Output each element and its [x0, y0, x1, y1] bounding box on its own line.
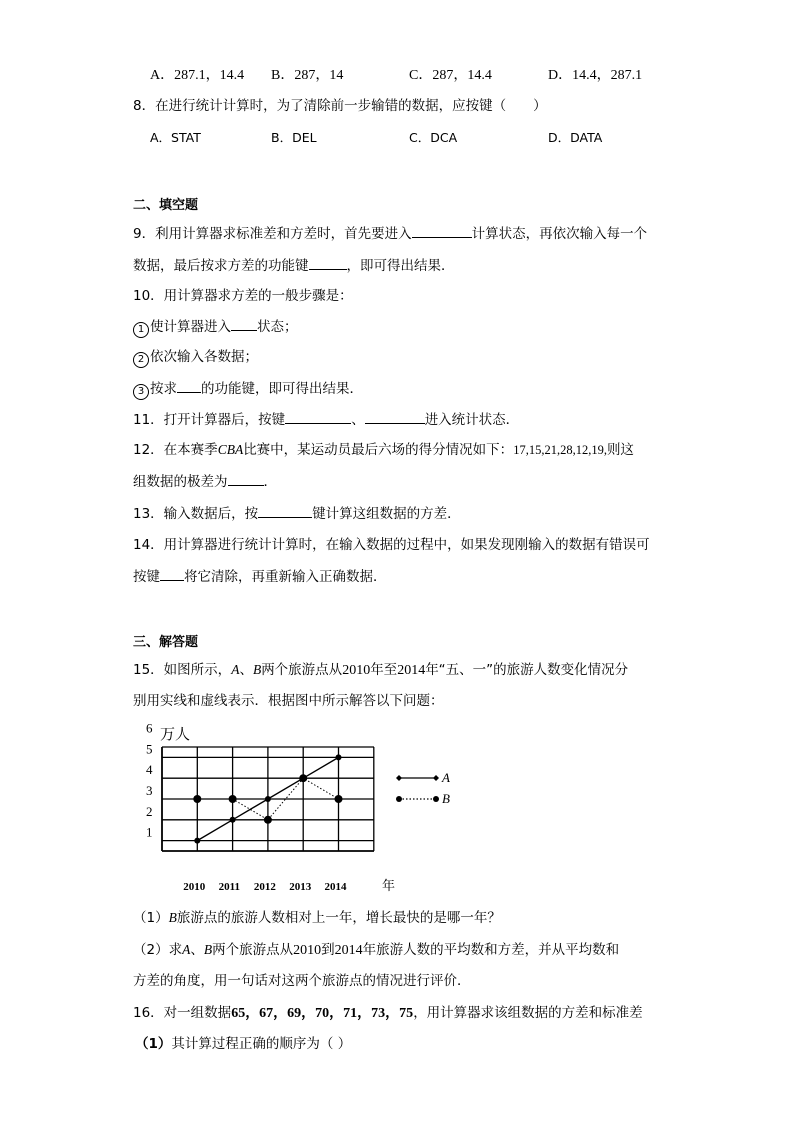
data-point-B	[335, 795, 343, 803]
data-point-A	[265, 796, 271, 802]
data-point-A	[336, 754, 342, 760]
q15-line1	[133, 660, 628, 681]
q8-option-a: A．STAT	[150, 130, 201, 145]
step-number-2: 2	[133, 352, 149, 368]
q12-text: 12．在本赛季	[133, 442, 218, 458]
answer-blank	[258, 503, 312, 518]
q16-text: （1）	[135, 1036, 172, 1052]
answer-blank	[228, 471, 264, 486]
data-point-B	[229, 795, 237, 803]
q8-option-b: B．DEL	[271, 130, 317, 145]
q15-text: 年旅游人数的平均数和方差，并从平均数和	[362, 942, 620, 958]
q15-year: 2010	[293, 943, 322, 958]
legend-marker-A	[396, 775, 402, 781]
q15-text: （1）	[133, 910, 169, 926]
q15-text: 到	[321, 942, 335, 958]
q10-text: 的功能键，即可得出结果．	[201, 381, 363, 397]
chart-legend	[396, 770, 450, 806]
q16-stem	[133, 1003, 643, 1024]
q15-text: 年至	[370, 662, 398, 678]
q7-option-d: D．14.4，287.1	[548, 68, 643, 83]
x-tick-label: 2012	[253, 881, 276, 893]
q15-year: 2014	[397, 663, 426, 678]
q10-text: 使计算器进入	[150, 319, 231, 335]
q12-text: 比赛中，某运动员最后六场的得分情况如下：	[243, 442, 514, 458]
q15-var-a: A	[231, 662, 240, 677]
q15-sub2-line2: 方差的角度，用一句话对这两个旅游点的情况进行评价．	[133, 973, 471, 989]
q10-step1	[133, 316, 298, 338]
q9-text: ，即可得出结果．	[346, 258, 455, 274]
q14-text: 按键	[133, 569, 160, 585]
q12-text: 则这	[606, 442, 634, 458]
q12-text: ．	[263, 474, 277, 490]
tourism-line-chart	[120, 718, 480, 898]
answer-blank	[160, 566, 184, 581]
legend-marker-B	[396, 796, 402, 802]
q15-text: 两个旅游点从	[261, 662, 343, 678]
x-axis-label: 年	[382, 879, 396, 894]
y-tick-label: 4	[146, 762, 153, 778]
q15-line2: 别用实线和虚线表示．根据图中所示解答以下问题：	[133, 693, 444, 709]
step-number-1: 1	[133, 322, 149, 338]
y-tick-label: 2	[146, 803, 153, 819]
q13	[133, 503, 461, 524]
q7-option-c: C．287，14.4	[409, 68, 492, 83]
y-tick-labels	[146, 721, 153, 840]
q15-text: 、	[190, 942, 204, 958]
step-number-3: 3	[133, 384, 149, 400]
q11	[133, 409, 519, 430]
q11-text: 、	[351, 412, 365, 428]
legend-label-B: B	[442, 791, 450, 806]
q16-text: 16．对一组数据	[133, 1005, 232, 1021]
section-fill-in-title: 二、填空题	[133, 198, 199, 213]
q13-text: 键计算这组数据的方差．	[312, 506, 461, 522]
q9-text: 数据，最后按求方差的功能键	[133, 258, 309, 274]
q15-year: 2010	[342, 663, 371, 678]
q10-text: 按求	[150, 381, 177, 397]
legend-marker-B	[433, 796, 439, 802]
q9-line1	[133, 223, 647, 244]
y-tick-label: 5	[146, 741, 153, 757]
answer-blank	[309, 255, 347, 270]
q8-option-c: C．DCA	[409, 130, 458, 145]
x-tick-label: 2014	[324, 881, 347, 893]
legend-marker-A	[433, 775, 439, 781]
data-point-B	[193, 795, 201, 803]
q10-step2	[133, 347, 258, 368]
y-tick-label: 1	[146, 824, 153, 840]
q7-option-b: B．287，14	[271, 68, 344, 83]
y-tick-label: 6	[146, 720, 153, 736]
answer-blank	[365, 409, 425, 424]
q15-year: 2014	[334, 943, 363, 958]
q15-text: 旅游点的旅游人数相对上一年，增长最快的是哪一年？	[176, 910, 501, 926]
y-axis-label: 万人	[160, 725, 191, 743]
q16-sub1	[135, 1034, 351, 1054]
q15-var-a: A	[182, 942, 191, 957]
q15-sub1	[133, 908, 501, 928]
q14-line1: 14．用计算器进行统计计算时，在输入数据的过程中，如果发现刚输入的数据有错误可	[133, 537, 650, 553]
answer-blank	[231, 316, 257, 331]
q14-line2	[133, 566, 387, 587]
answer-blank	[285, 409, 351, 424]
q10-text: 状态；	[257, 319, 298, 335]
q7-option-a: A．287.1，14.4	[150, 68, 245, 83]
q16-data: 65，67，69，70，71，73，75	[231, 1006, 414, 1021]
q10-text: 依次输入各数据；	[150, 349, 258, 365]
q15-text: （2）求	[133, 942, 183, 958]
answer-blank	[412, 223, 472, 238]
q15-var-b: B	[252, 662, 262, 677]
q15-var-b: B	[203, 942, 213, 957]
q15-text: 15．如图所示，	[133, 662, 232, 678]
legend-label-A: A	[442, 770, 450, 785]
y-tick-label: 3	[146, 783, 153, 798]
q12-text: 组数据的极差为	[133, 474, 228, 490]
x-tick-label: 2013	[289, 881, 312, 893]
q11-text: 进入统计状态．	[424, 412, 520, 428]
x-tick-label: 2010	[183, 881, 206, 893]
q12-data: 17,15,21,28,12,19,	[513, 443, 607, 457]
q10-stem: 10．用计算器求方差的一般步骤是：	[133, 288, 353, 304]
q14-text: 将它清除，再重新输入正确数据．	[184, 569, 387, 585]
data-point-B	[264, 816, 272, 824]
q12-line1	[133, 440, 634, 460]
q9-text: 9．利用计算器求标准差和方差时，首先要进入	[133, 226, 412, 242]
q8-option-d: D．DATA	[548, 130, 603, 145]
q8-stem: 8．在进行统计计算时，为了清除前一步输错的数据，应按键（ ）	[133, 98, 547, 114]
data-point-B	[299, 774, 307, 782]
x-tick-label: 2011	[218, 881, 241, 893]
q15-sub2	[133, 940, 619, 961]
q10-step3	[133, 378, 363, 400]
q9-line2	[133, 255, 455, 276]
q16-text: 其计算过程正确的顺序为（ ）	[171, 1036, 352, 1052]
q9-text: 计算状态，再依次输入每一个	[471, 226, 648, 242]
q15-text: 年“五、一”的旅游人数变化情况分	[425, 662, 629, 678]
answer-blank	[177, 378, 201, 393]
q15-text: 两个旅游点从	[212, 942, 294, 958]
q13-text: 13．输入数据后，按	[133, 506, 259, 522]
q16-text: ，用计算器求该组数据的方差和标准差	[413, 1005, 643, 1021]
data-point-A	[230, 817, 236, 823]
data-point-A	[194, 838, 200, 844]
q12-line2	[133, 471, 277, 492]
q15-text: 、	[239, 662, 253, 678]
q11-text: 11．打开计算器后，按键	[133, 412, 286, 428]
x-tick-labels	[183, 881, 347, 893]
section-answer-title: 三、解答题	[133, 635, 199, 650]
q15-var-b: B	[168, 910, 177, 925]
q12-cba: CBA	[217, 442, 244, 457]
